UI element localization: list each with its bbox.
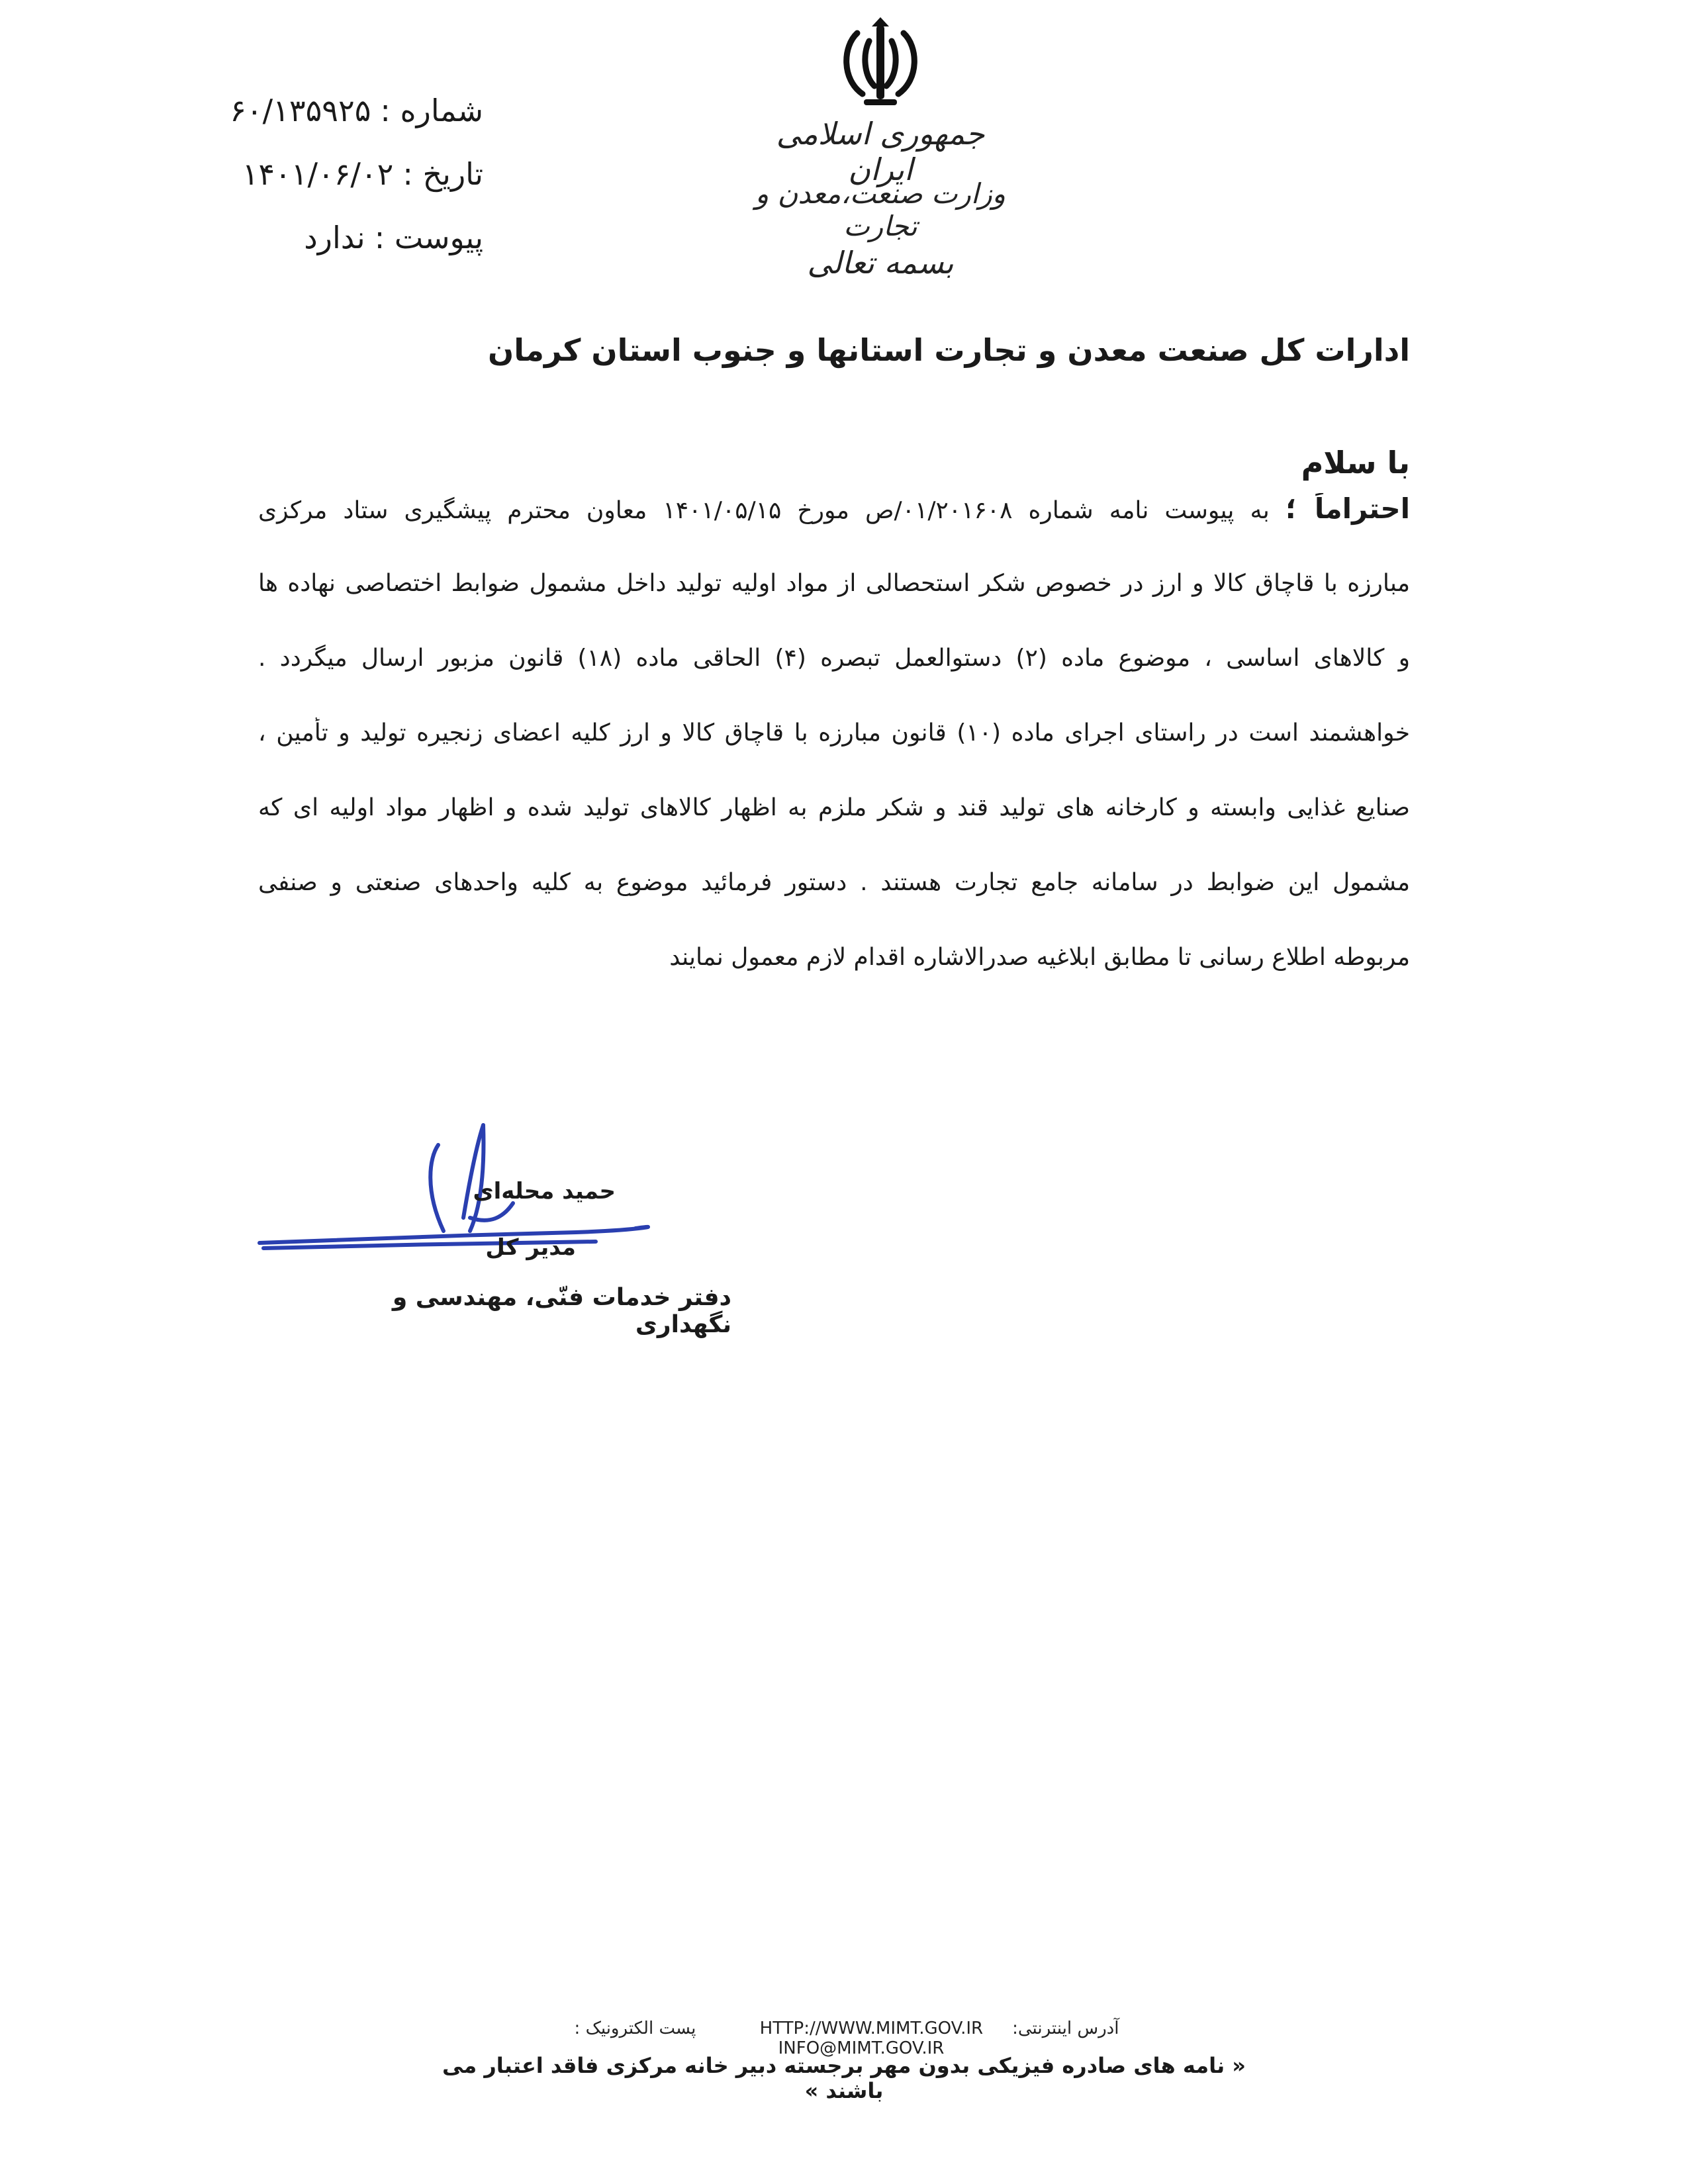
body-line: خواهشمند است در راستای اجرای ماده (۱۰) قانون مبارزه با قاچاق کالا و ارز کلیه اعضای زنجیره تولید و تأمین ،	[258, 719, 1410, 747]
letter-number	[192, 93, 483, 128]
footer-web: آدرس اینترنتی:HTTP://WWW.MIMT.GOV.IR	[759, 2019, 1119, 2038]
country-name: جمهوری اسلامی ایران	[776, 116, 985, 187]
footer-email: پست الکترونیک : INFO@MIMT.GOV.IR	[574, 2019, 945, 2058]
signatory-title: مدیر کل	[485, 1234, 576, 1261]
body-line: صنایع غذایی وابسته و کارخانه های تولید قند و شکر ملزم به اظهار کالاهای تولید شده و اظهار مواد اولیه ای که	[258, 794, 1410, 821]
body-line: مبارزه با قاچاق کالا و ارز در خصوص شکر استحصالی از مواد اولیه تولید داخل مشمول ضوابط اختصاصی نهاده ها	[258, 570, 1410, 597]
letter-number-label: شماره :	[380, 93, 483, 128]
body-line: احتراماً ؛ به پیوست نامه شماره ۰۱/۲۰۱۶۰۸/ص مورخ ۱۴۰۱/۰۵/۱۵ معاون محترم پیشگیری ستاد مرکزی	[258, 493, 1410, 525]
letter-attachment-value: ندارد	[304, 220, 365, 255]
footer-notice: « نامه های صادره فیزیکی بدون مهر برجسته دبیر خانه مرکزی فاقد اعتبار می باشند »	[442, 2053, 1246, 2103]
basmala: بسمه تعالی	[807, 245, 954, 281]
signatory-name: حمید محله‌ای	[473, 1178, 616, 1205]
body-line: و کالاهای اساسی ، موضوع ماده (۲) دستوالعمل تبصره (۴) الحاقی ماده (۱۸) قانون مزبور ارسال میگردد .	[258, 645, 1410, 672]
greeting: با سلام	[1301, 445, 1410, 480]
letter-attachment	[192, 220, 483, 255]
body-line: مربوطه اطلاع رسانی تا مطابق ابلاغیه صدرالاشاره اقدام لازم معمول نمایند	[669, 944, 1410, 971]
letter-attachment-label: پیوست :	[374, 220, 483, 255]
letter-date-value: ۱۴۰۱/۰۶/۰۲	[242, 156, 394, 192]
signatory-department: دفتر خدمات فنّی، مهندسی و نگهداری	[392, 1284, 731, 1338]
letter-number-value: ۶۰/۱۳۵۹۲۵	[230, 93, 371, 128]
iran-emblem-icon	[831, 15, 930, 114]
letter-date-label: تاریخ :	[402, 156, 483, 192]
recipient: ادارات کل صنعت معدن و تجارت استانها و جنوب استان کرمان	[488, 332, 1410, 368]
footer-contact	[490, 2019, 1218, 2058]
opening-phrase: احتراماً ؛	[1285, 493, 1410, 525]
handwritten-signature	[252, 1118, 675, 1291]
ministry-name: وزارت صنعت،معدن و تجارت	[755, 177, 1006, 242]
body-line: مشمول این ضوابط در سامانه جامع تجارت هستند . دستور فرمائید موضوع به کلیه واحدهای صنعتی و صنفی	[258, 869, 1410, 896]
email-link[interactable]: INFO@MIMT.GOV.IR	[778, 2038, 945, 2058]
letter-date	[192, 156, 483, 192]
website-link[interactable]: HTTP://WWW.MIMT.GOV.IR	[759, 2019, 984, 2038]
letter-body	[258, 493, 1410, 1017]
